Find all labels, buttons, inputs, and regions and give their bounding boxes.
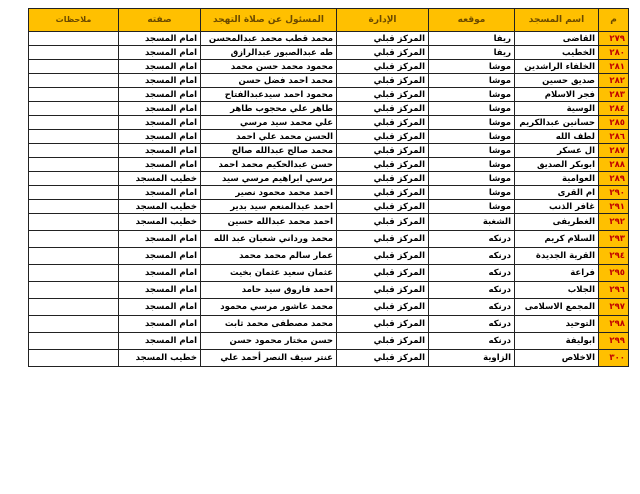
cell-location: موشا	[429, 172, 515, 186]
row-number: ٢٨٣	[599, 88, 629, 102]
row-number: ٢٨١	[599, 60, 629, 74]
cell-role: امام المسجد	[119, 32, 201, 46]
cell-role: امام المسجد	[119, 265, 201, 282]
table-row	[29, 60, 629, 74]
cell-responsible: محمد صالح عبدالله صالح	[201, 144, 337, 158]
cell-notes	[29, 74, 119, 88]
cell-admin: المركز قبلي	[337, 32, 429, 46]
cell-notes	[29, 299, 119, 316]
cell-responsible: احمد محمد محمود نصير	[201, 186, 337, 200]
cell-role: امام المسجد	[119, 231, 201, 248]
row-number: ٢٩٢	[599, 214, 629, 231]
table-row	[29, 130, 629, 144]
row-number: ٢٨٥	[599, 116, 629, 130]
cell-role: امام المسجد	[119, 116, 201, 130]
table-row	[29, 144, 629, 158]
cell-responsible: احمد فاروق سيد حامد	[201, 282, 337, 299]
cell-notes	[29, 144, 119, 158]
cell-mosque: لطف الله	[515, 130, 599, 144]
table-row	[29, 186, 629, 200]
cell-mosque: التوحيد	[515, 316, 599, 333]
cell-location: موشا	[429, 158, 515, 172]
header-location: موقعه	[429, 9, 515, 32]
row-number: ٢٩٨	[599, 316, 629, 333]
cell-admin: المركز قبلي	[337, 265, 429, 282]
cell-admin: المركز قبلي	[337, 88, 429, 102]
cell-location: الشغبة	[429, 214, 515, 231]
row-number: ٢٨٧	[599, 144, 629, 158]
row-number: ٣٠٠	[599, 350, 629, 367]
cell-notes	[29, 248, 119, 265]
cell-responsible: حسن عبدالحكيم محمد احمد	[201, 158, 337, 172]
cell-notes	[29, 231, 119, 248]
cell-mosque: المجمع الاسلامى	[515, 299, 599, 316]
cell-role: امام المسجد	[119, 74, 201, 88]
table-row	[29, 350, 629, 367]
table-row	[29, 333, 629, 350]
cell-responsible: علي محمد سيد مرسي	[201, 116, 337, 130]
cell-location: درنكه	[429, 282, 515, 299]
cell-role: امام المسجد	[119, 248, 201, 265]
cell-notes	[29, 186, 119, 200]
table-row	[29, 32, 629, 46]
cell-mosque: الاخلاص	[515, 350, 599, 367]
table-row	[29, 158, 629, 172]
cell-role: امام المسجد	[119, 299, 201, 316]
cell-notes	[29, 32, 119, 46]
cell-role: امام المسجد	[119, 102, 201, 116]
cell-notes	[29, 116, 119, 130]
row-number: ٢٨٨	[599, 158, 629, 172]
cell-responsible: محمد ورداني شعبان عبد الله	[201, 231, 337, 248]
cell-role: امام المسجد	[119, 158, 201, 172]
cell-responsible: حسن مختار محمود حسن	[201, 333, 337, 350]
cell-mosque: فراعة	[515, 265, 599, 282]
row-number: ٢٨٠	[599, 46, 629, 60]
cell-admin: المركز قبلي	[337, 333, 429, 350]
row-number: ٢٩٣	[599, 231, 629, 248]
cell-admin: المركز قبلي	[337, 144, 429, 158]
cell-mosque: الجلاب	[515, 282, 599, 299]
cell-responsible: محمد مصطفى محمد ثابت	[201, 316, 337, 333]
cell-notes	[29, 102, 119, 116]
table-row	[29, 248, 629, 265]
cell-location: درنكه	[429, 299, 515, 316]
cell-responsible: طه عبدالصبور عبدالرازق	[201, 46, 337, 60]
cell-responsible: عثمان سعيد عثمان بخيت	[201, 265, 337, 282]
table-row	[29, 299, 629, 316]
cell-notes	[29, 88, 119, 102]
cell-responsible: الحسن محمد علي احمد	[201, 130, 337, 144]
cell-location: موشا	[429, 74, 515, 88]
cell-responsible: احمد عبدالمنعم سيد بدير	[201, 200, 337, 214]
header-notes: ملاحظات	[29, 9, 119, 32]
cell-admin: المركز قبلي	[337, 116, 429, 130]
cell-role: امام المسجد	[119, 60, 201, 74]
header-responsible: المسئول عن صلاة التهجد	[201, 9, 337, 32]
cell-mosque: ابوبكر الصديق	[515, 158, 599, 172]
cell-admin: المركز قبلي	[337, 130, 429, 144]
row-number: ٢٩٦	[599, 282, 629, 299]
table-row	[29, 231, 629, 248]
cell-notes	[29, 200, 119, 214]
row-number: ٢٩٠	[599, 186, 629, 200]
table-row	[29, 316, 629, 333]
cell-location: درنكه	[429, 248, 515, 265]
row-number: ٢٩٩	[599, 333, 629, 350]
cell-mosque: الخطيب	[515, 46, 599, 60]
cell-admin: المركز قبلي	[337, 350, 429, 367]
cell-responsible: محمد احمد فضل حسن	[201, 74, 337, 88]
cell-location: موشا	[429, 186, 515, 200]
cell-role: خطيب المسجد	[119, 350, 201, 367]
cell-role: امام المسجد	[119, 333, 201, 350]
cell-notes	[29, 350, 119, 367]
cell-admin: المركز قبلي	[337, 316, 429, 333]
cell-notes	[29, 60, 119, 74]
cell-mosque: القاضى	[515, 32, 599, 46]
table-row	[29, 282, 629, 299]
cell-mosque: صديق حسين	[515, 74, 599, 88]
header-number: م	[599, 9, 629, 32]
cell-admin: المركز قبلي	[337, 231, 429, 248]
cell-location: ريفا	[429, 32, 515, 46]
cell-location: درنكه	[429, 333, 515, 350]
row-number: ٢٨٩	[599, 172, 629, 186]
cell-mosque: الغطريفى	[515, 214, 599, 231]
cell-admin: المركز قبلي	[337, 46, 429, 60]
cell-role: امام المسجد	[119, 316, 201, 333]
cell-mosque: الخلفاء الراشدين	[515, 60, 599, 74]
cell-location: موشا	[429, 60, 515, 74]
table-row	[29, 46, 629, 60]
cell-location: درنكه	[429, 316, 515, 333]
cell-mosque: حسانين عبدالكريم	[515, 116, 599, 130]
header-mosque: اسم المسجد	[515, 9, 599, 32]
row-number: ٢٨٤	[599, 102, 629, 116]
cell-role: خطيب المسجد	[119, 214, 201, 231]
cell-responsible: طاهر علي محجوب طاهر	[201, 102, 337, 116]
cell-responsible: محمود محمد حسن محمد	[201, 60, 337, 74]
cell-admin: المركز قبلي	[337, 248, 429, 265]
cell-role: امام المسجد	[119, 46, 201, 60]
cell-role: خطيب المسجد	[119, 200, 201, 214]
row-number: ٢٨٢	[599, 74, 629, 88]
row-number: ٢٩٧	[599, 299, 629, 316]
cell-location: موشا	[429, 88, 515, 102]
cell-notes	[29, 172, 119, 186]
header-admin: الإدارة	[337, 9, 429, 32]
cell-notes	[29, 46, 119, 60]
cell-mosque: السلام كريم	[515, 231, 599, 248]
cell-role: خطيب المسجد	[119, 172, 201, 186]
cell-responsible: عمار سالم محمد محمد	[201, 248, 337, 265]
cell-location: موشا	[429, 200, 515, 214]
mosque-table	[28, 8, 629, 367]
cell-role: امام المسجد	[119, 186, 201, 200]
row-number: ٢٧٩	[599, 32, 629, 46]
cell-responsible: احمد محمد عبدالله حسين	[201, 214, 337, 231]
table-row	[29, 116, 629, 130]
cell-notes	[29, 158, 119, 172]
table-body	[29, 32, 629, 367]
row-number: ٢٩٤	[599, 248, 629, 265]
cell-mosque: ابوليفة	[515, 333, 599, 350]
header-role: صفته	[119, 9, 201, 32]
cell-responsible: محمود احمد سيدعبدالفتاح	[201, 88, 337, 102]
cell-role: امام المسجد	[119, 144, 201, 158]
cell-admin: المركز قبلي	[337, 299, 429, 316]
cell-location: درنكه	[429, 265, 515, 282]
cell-notes	[29, 316, 119, 333]
cell-responsible: محمد عاشور مرسي محمود	[201, 299, 337, 316]
cell-location: ريفا	[429, 46, 515, 60]
cell-notes	[29, 333, 119, 350]
cell-mosque: العوامية	[515, 172, 599, 186]
cell-admin: المركز قبلي	[337, 214, 429, 231]
cell-location: موشا	[429, 144, 515, 158]
row-number: ٢٨٦	[599, 130, 629, 144]
table-row	[29, 102, 629, 116]
cell-mosque: القرية الجديدة	[515, 248, 599, 265]
cell-admin: المركز قبلي	[337, 158, 429, 172]
cell-mosque: غافر الذنب	[515, 200, 599, 214]
cell-location: الزاوية	[429, 350, 515, 367]
cell-responsible: محمد قطب محمد عبدالمحسن	[201, 32, 337, 46]
cell-location: موشا	[429, 102, 515, 116]
cell-location: درنكه	[429, 231, 515, 248]
cell-notes	[29, 214, 119, 231]
spreadsheet-page	[28, 8, 629, 367]
cell-role: امام المسجد	[119, 130, 201, 144]
table-row	[29, 74, 629, 88]
row-number: ٢٩١	[599, 200, 629, 214]
cell-admin: المركز قبلي	[337, 200, 429, 214]
cell-admin: المركز قبلي	[337, 102, 429, 116]
cell-mosque: ال عسكر	[515, 144, 599, 158]
cell-admin: المركز قبلي	[337, 282, 429, 299]
table-row	[29, 172, 629, 186]
cell-location: موشا	[429, 130, 515, 144]
header-row	[29, 9, 629, 32]
cell-responsible: عنتر سيف النصر أحمد علي	[201, 350, 337, 367]
cell-location: موشا	[429, 116, 515, 130]
cell-role: امام المسجد	[119, 88, 201, 102]
cell-mosque: الوسية	[515, 102, 599, 116]
cell-notes	[29, 265, 119, 282]
cell-responsible: مرسي ابراهيم مرسي سيد	[201, 172, 337, 186]
cell-mosque: ام القرى	[515, 186, 599, 200]
cell-admin: المركز قبلي	[337, 186, 429, 200]
cell-admin: المركز قبلي	[337, 60, 429, 74]
row-number: ٢٩٥	[599, 265, 629, 282]
cell-admin: المركز قبلي	[337, 74, 429, 88]
table-row	[29, 200, 629, 214]
cell-notes	[29, 282, 119, 299]
table-row	[29, 214, 629, 231]
cell-mosque: فجر الاسلام	[515, 88, 599, 102]
cell-notes	[29, 130, 119, 144]
table-row	[29, 88, 629, 102]
cell-admin: المركز قبلي	[337, 172, 429, 186]
table-row	[29, 265, 629, 282]
cell-role: امام المسجد	[119, 282, 201, 299]
